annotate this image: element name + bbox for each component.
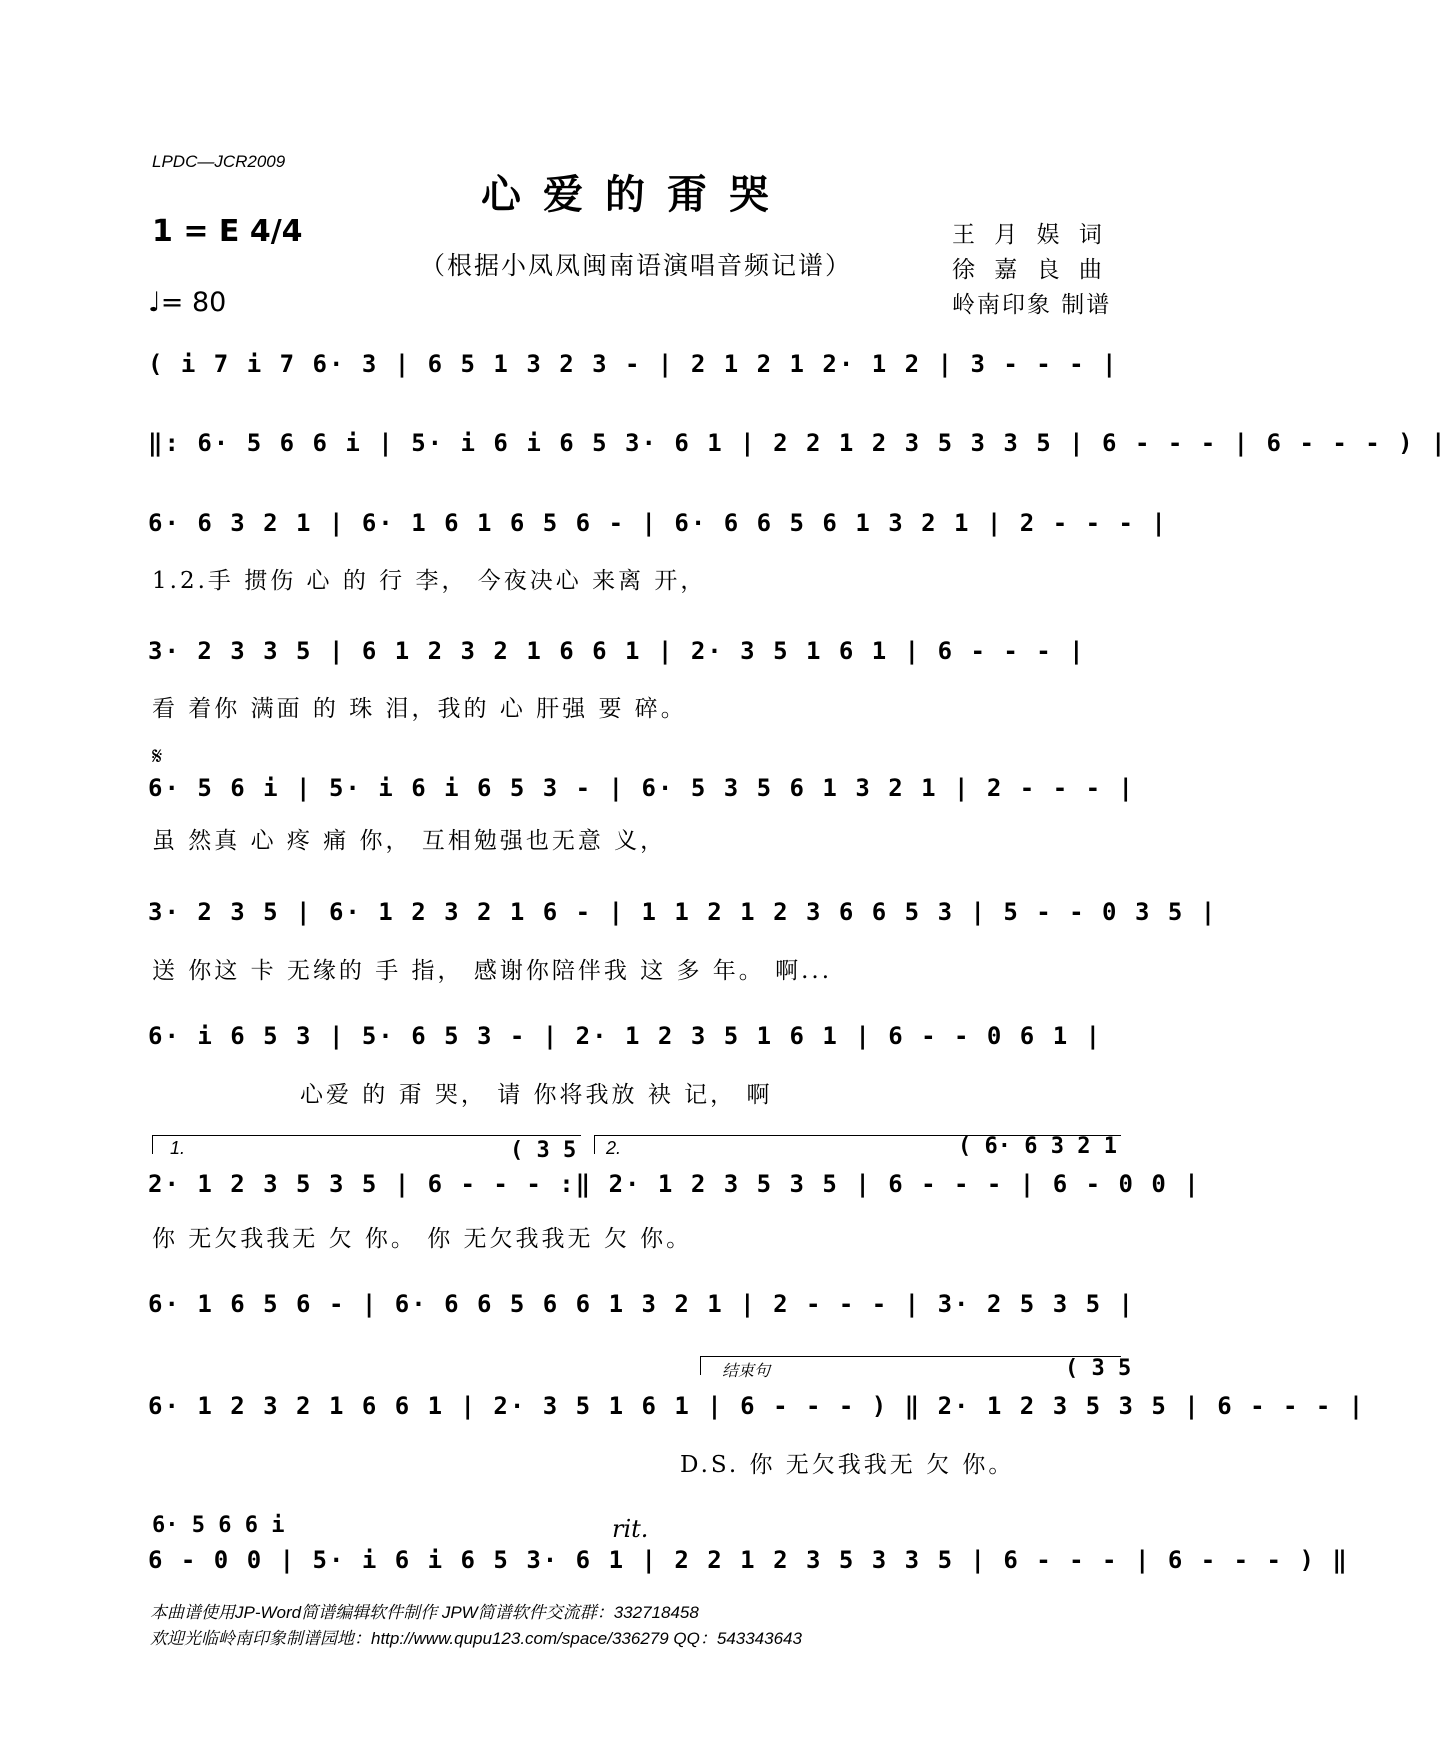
score-row-7-lyric: 心爱 的 甭 哭， 请 你将我放 袂 记， 啊: [300, 1082, 773, 1108]
arranger-credit: 岭南印象 制谱: [952, 292, 1112, 318]
score-row-4-lyric: 看 着你 满面 的 珠 泪，我的 心 肝强 要 碎。: [152, 696, 687, 722]
score-row-5-lyric: 虽 然真 心 疼 痛 你， 互相勉强也无意 义，: [152, 828, 667, 854]
score-code: LPDC—JCR2009: [152, 152, 286, 171]
pickup-notes-3: ( 3 5: [1065, 1356, 1132, 1381]
score-row-6-notes: 3· 2 3 5 | 6· 1 2 3 2 1 6 - | 1 1 2 1 2 3 6 6 5 3 | 5 - - 0 3 5 |: [148, 898, 1218, 926]
rit-marking: rit.: [612, 1515, 649, 1543]
coda-label: 结束句: [722, 1363, 771, 1380]
tempo-marking: ♩= 80: [148, 287, 227, 318]
score-row-1-notes: ( i 7 i 7 6· 3 | 6 5 1 3 2 3 - | 2 1 2 1 2· 1 2 | 3 - - - |: [148, 350, 1119, 378]
score-row-2-notes: ‖: 6· 5 6 6 i | 5· i 6 i 6 5 3· 6 1 | 2 2 1 2 3 5 3 3 5 | 6 - - - | 6 - - - ) |: [148, 429, 1448, 457]
score-row-8-lyric: 你 无欠我我无 欠 你。 你 无欠我我无 欠 你。: [152, 1226, 693, 1252]
score-row-11-notes: 6 - 0 0 | 5· i 6 i 6 5 3· 6 1 | 2 2 1 2 3 5 3 3 5 | 6 - - - | 6 - - - ) ‖: [148, 1546, 1349, 1574]
score-row-8-notes: 2· 1 2 3 5 3 5 | 6 - - - :‖ 2· 1 2 3 5 3 5 | 6 - - - | 6 - 0 0 |: [148, 1170, 1201, 1198]
score-row-7-notes: 6· i 6 5 3 | 5· 6 5 3 - | 2· 1 2 3 5 1 6 1 | 6 - - 0 6 1 |: [148, 1022, 1103, 1050]
score-row-5-notes: 6· 5 6 i | 5· i 6 i 6 5 3 - | 6· 5 3 5 6 1 3 2 1 | 2 - - - |: [148, 774, 1135, 802]
score-row-10-notes: 6· 1 2 3 2 1 6 6 1 | 2· 3 5 1 6 1 | 6 - - - ) ‖ 2· 1 2 3 5 3 5 | 6 - - - |: [148, 1392, 1366, 1420]
score-row-9-notes: 6· 1 6 5 6 - | 6· 6 6 5 6 6 1 3 2 1 | 2 - - - | 3· 2 5 3 5 |: [148, 1290, 1135, 1318]
footer-line-1: 本曲谱使用JP-Word简谱编辑软件制作 JPW简谱软件交流群：332718458: [150, 1603, 699, 1622]
volta-1-label: 1.: [170, 1138, 186, 1158]
pickup-notes-1: ( 3 5: [510, 1138, 577, 1163]
key-signature: 1 = E 4/4: [152, 214, 303, 249]
score-row-6-lyric: 送 你这 卡 无缘的 手 指， 感谢你陪伴我 这 多 年。 啊...: [152, 958, 833, 984]
composer-credit: 徐 嘉 良 曲: [952, 257, 1108, 283]
score-row-3-notes: 6· 6 3 2 1 | 6· 1 6 1 6 5 6 - | 6· 6 6 5 6 1 3 2 1 | 2 - - - |: [148, 509, 1168, 537]
segno-sign: 𝄋: [152, 742, 163, 770]
footer-line-2: 欢迎光临岭南印象制谱园地：http://www.qupu123.com/space/336279 QQ：543343643: [150, 1629, 802, 1648]
song-title: 心爱的甭哭: [481, 171, 791, 218]
alt-upper-notes: 6· 5 6 6 i: [152, 1513, 285, 1538]
volta-2-label: 2.: [606, 1138, 622, 1158]
song-subtitle: （根据小凤凤闽南语演唱音频记谱）: [419, 251, 852, 280]
score-row-3-lyric: 1.2.手 掼伤 心 的 行 李， 今夜决心 来离 开，: [152, 568, 707, 594]
lyricist-credit: 王 月 娱 词: [952, 222, 1108, 248]
score-row-10-lyric: D.S. 你 无欠我我无 欠 你。: [680, 1452, 1015, 1478]
score-row-4-notes: 3· 2 3 3 5 | 6 1 2 3 2 1 6 6 1 | 2· 3 5 1 6 1 | 6 - - - |: [148, 637, 1086, 665]
pickup-notes-2: ( 6· 6 3 2 1: [958, 1134, 1117, 1159]
